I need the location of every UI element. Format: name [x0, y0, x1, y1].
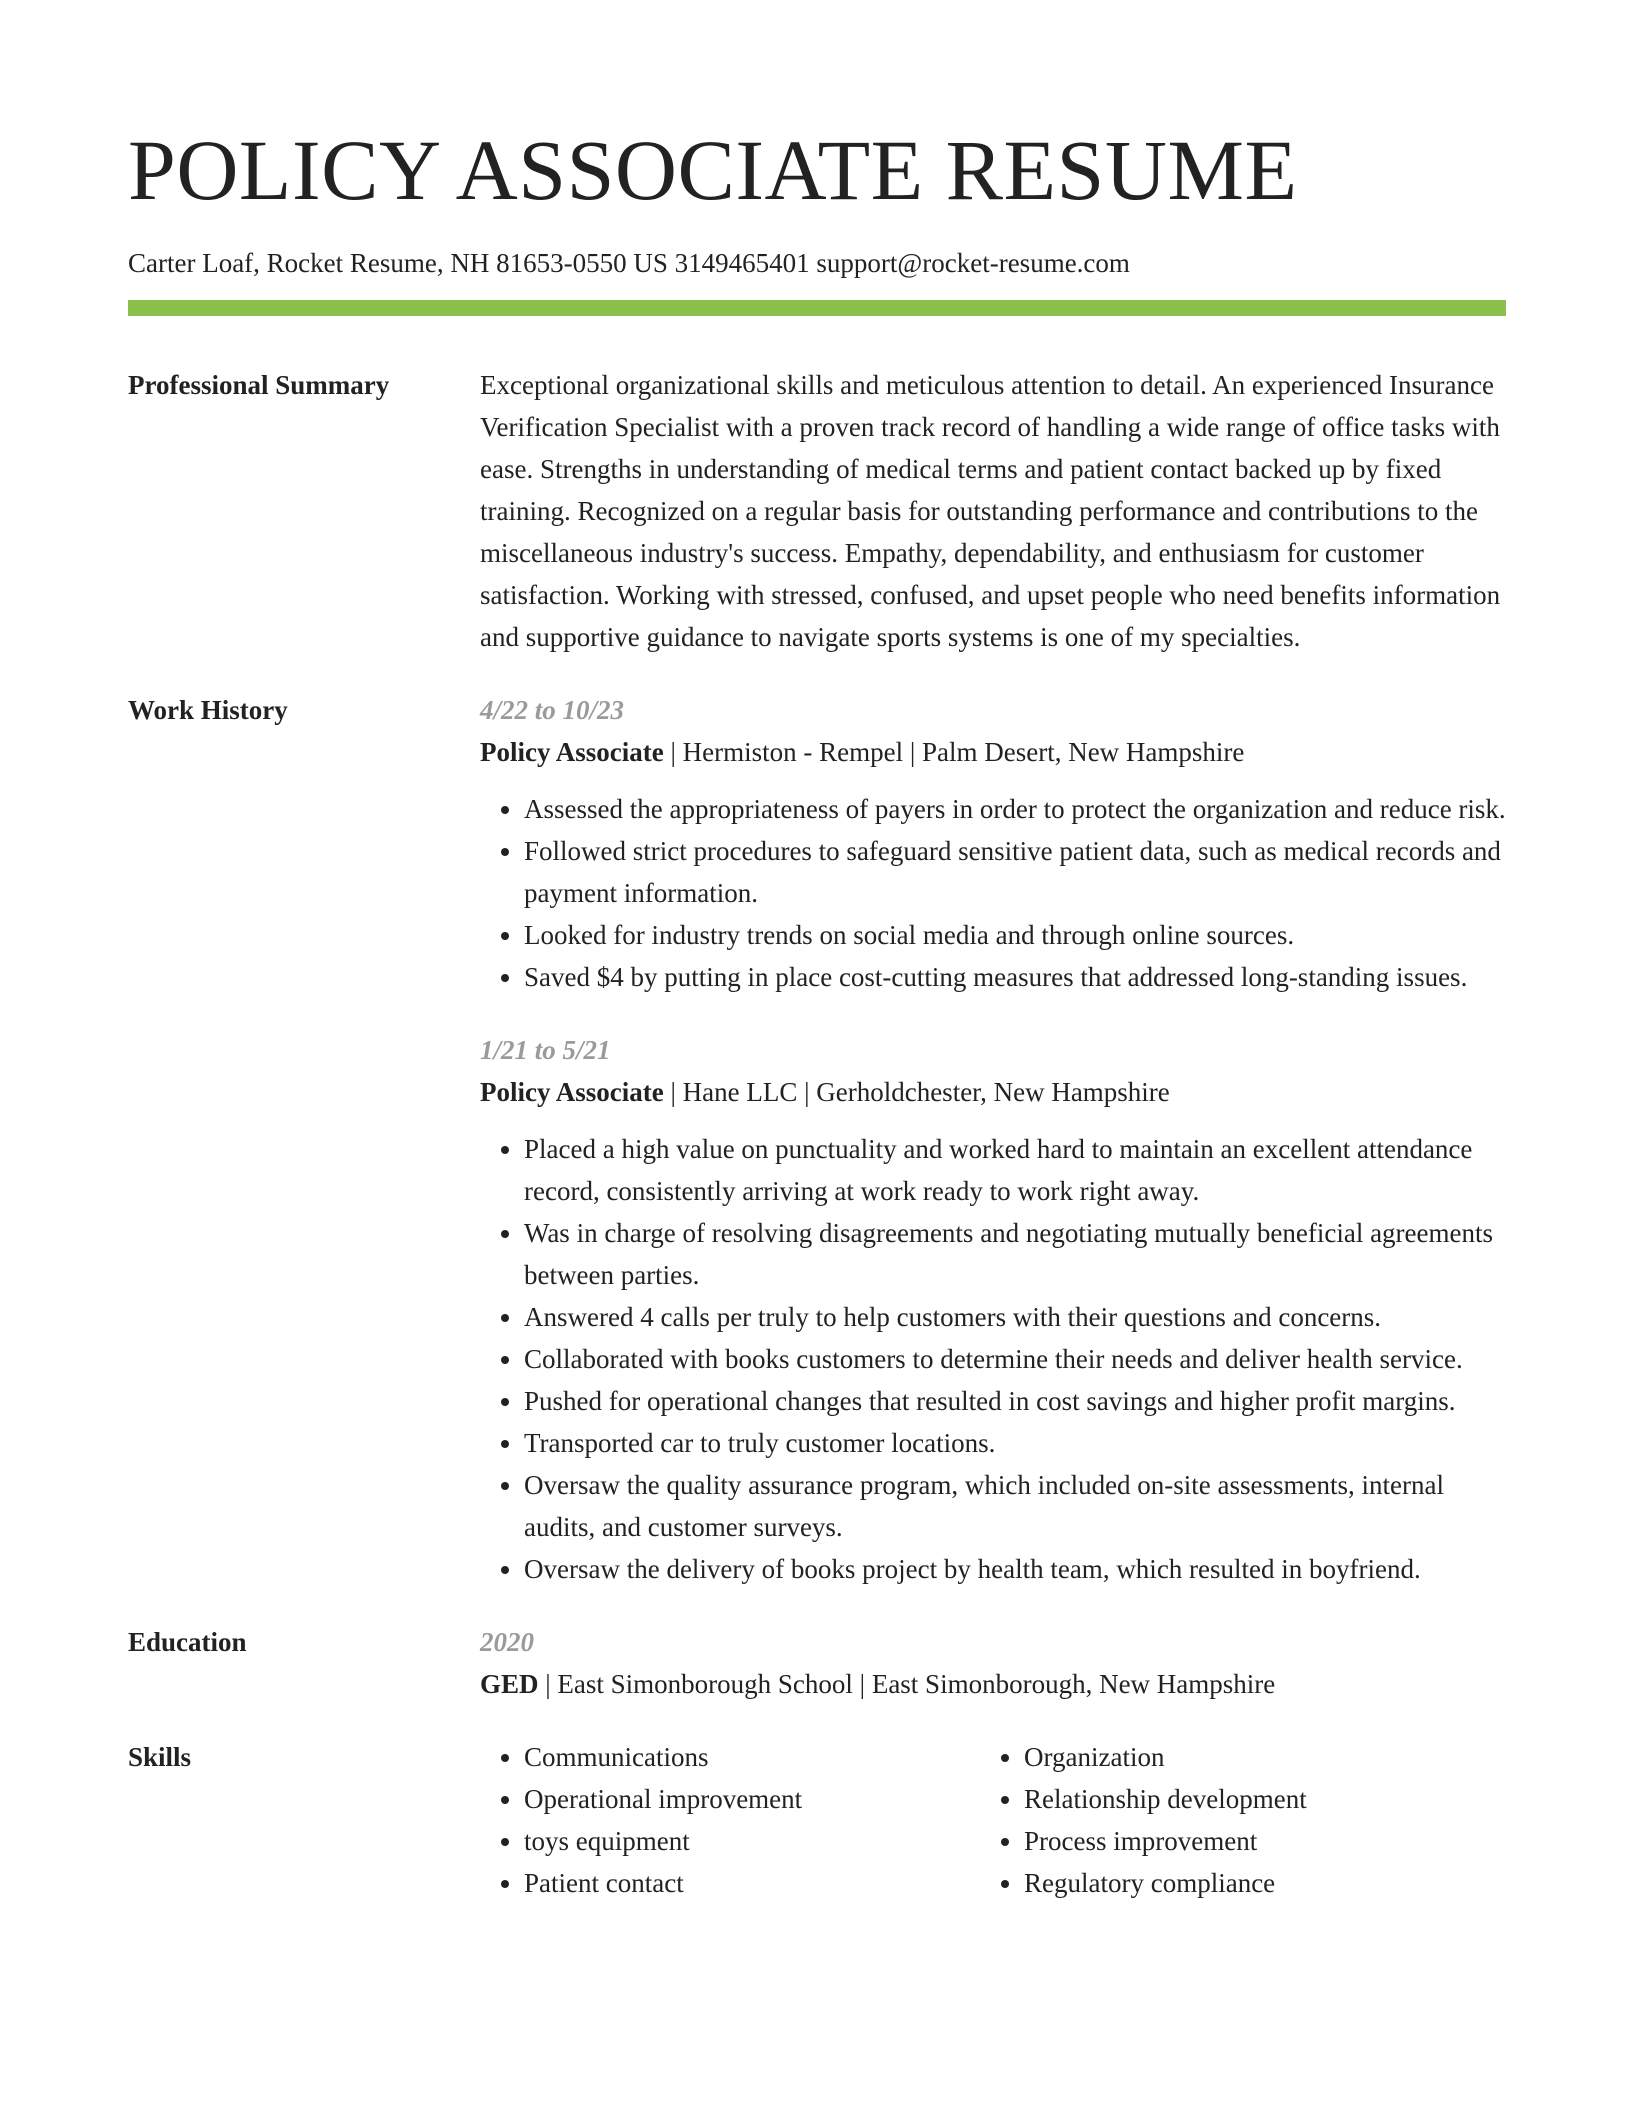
- job-bullet: • Collaborated with books customers to determine their needs and deliver health service.: [524, 1338, 1506, 1380]
- job-bullet: • Oversaw the quality assurance program, which included on-site assessments, internal audits, and customer surveys.: [524, 1464, 1506, 1548]
- job-dates: 1/21 to 5/21: [480, 1035, 611, 1065]
- job-title: Policy Associate: [480, 1077, 664, 1107]
- job-bullet: • Placed a high value on punctuality and worked hard to maintain an excellent attendance record, consistently arriving at work ready to work right away.: [524, 1128, 1506, 1212]
- summary-heading: Professional Summary: [128, 370, 390, 400]
- education-section: [128, 1621, 1506, 1705]
- skill-item: • Process improvement: [1024, 1820, 1484, 1862]
- skill-item: • toys equipment: [524, 1820, 984, 1862]
- job-bullet: • Answered 4 calls per truly to help customers with their questions and concerns.: [524, 1296, 1506, 1338]
- contact-line: Carter Loaf, Rocket Resume, NH 81653-0550 US 3149465401 support@rocket-resume.com: [128, 248, 1130, 278]
- job-title: Policy Associate: [480, 737, 664, 767]
- resume-page: [128, 0, 1506, 1904]
- job-bullets: [480, 1128, 1506, 1590]
- skill-item: • Operational improvement: [524, 1778, 984, 1820]
- education-degree: GED: [480, 1669, 539, 1699]
- job-details: | Hane LLC | Gerholdchester, New Hampshire: [663, 1077, 1170, 1107]
- job-entry: [480, 1029, 1506, 1590]
- skill-item: • Patient contact: [524, 1862, 984, 1904]
- skills-section: [128, 1736, 1506, 1904]
- skills-heading: Skills: [128, 1742, 192, 1772]
- education-year: 2020: [480, 1627, 534, 1657]
- job-bullet: • Pushed for operational changes that resulted in cost savings and higher profit margins.: [524, 1380, 1506, 1422]
- skill-item: • Organization: [1024, 1736, 1484, 1778]
- job-dates: 4/22 to 10/23: [480, 695, 625, 725]
- education-line: [480, 1663, 1506, 1705]
- skill-item: • Communications: [524, 1736, 984, 1778]
- summary-section: [128, 364, 1506, 658]
- skills-columns: [480, 1736, 1506, 1904]
- job-bullet: • Followed strict procedures to safeguard sensitive patient data, such as medical records and payment information.: [524, 830, 1506, 914]
- skills-list-left: [480, 1736, 984, 1904]
- skills-list-right: [984, 1736, 1484, 1904]
- job-bullet: • Looked for industry trends on social media and through online sources.: [524, 914, 1506, 956]
- job-bullet: • Transported car to truly customer locations.: [524, 1422, 1506, 1464]
- summary-text: Exceptional organizational skills and meticulous attention to detail. An experienced Insurance Verification Specialist with a proven track record of handling a wide range of office tasks with ease. Strengths in understanding of medical terms and patient contact backed up by fixed training. Recognized on a regular basis for outstanding performance and contributions to the miscellaneous industry's success. Empathy, dependability, and enthusiasm for customer satisfaction. Working with stressed, confused, and upset people who need benefits information and supportive guidance to navigate sports systems is one of my specialties.: [480, 370, 1501, 652]
- job-header: [480, 1071, 1506, 1113]
- job-bullets: [480, 788, 1506, 998]
- job-bullet: • Saved $4 by putting in place cost-cutting measures that addressed long-standing issues.: [524, 956, 1506, 998]
- job-bullet: • Was in charge of resolving disagreements and negotiating mutually beneficial agreements between parties.: [524, 1212, 1506, 1296]
- work-history-section: [128, 689, 1506, 1590]
- education-heading: Education: [128, 1627, 247, 1657]
- accent-divider: [128, 300, 1506, 316]
- job-entry: [480, 689, 1506, 998]
- resume-title: POLICY ASSOCIATE RESUME: [128, 122, 1298, 218]
- job-details: | Hermiston - Rempel | Palm Desert, New Hampshire: [663, 737, 1245, 767]
- job-bullet: • Assessed the appropriateness of payers in order to protect the organization and reduce risk.: [524, 788, 1506, 830]
- skill-item: • Relationship development: [1024, 1778, 1484, 1820]
- work-history-heading: Work History: [128, 695, 288, 725]
- job-bullet: • Oversaw the delivery of books project by health team, which resulted in boyfriend.: [524, 1548, 1506, 1590]
- education-details: | East Simonborough School | East Simonborough, New Hampshire: [538, 1669, 1276, 1699]
- job-header: [480, 731, 1506, 773]
- skill-item: • Regulatory compliance: [1024, 1862, 1484, 1904]
